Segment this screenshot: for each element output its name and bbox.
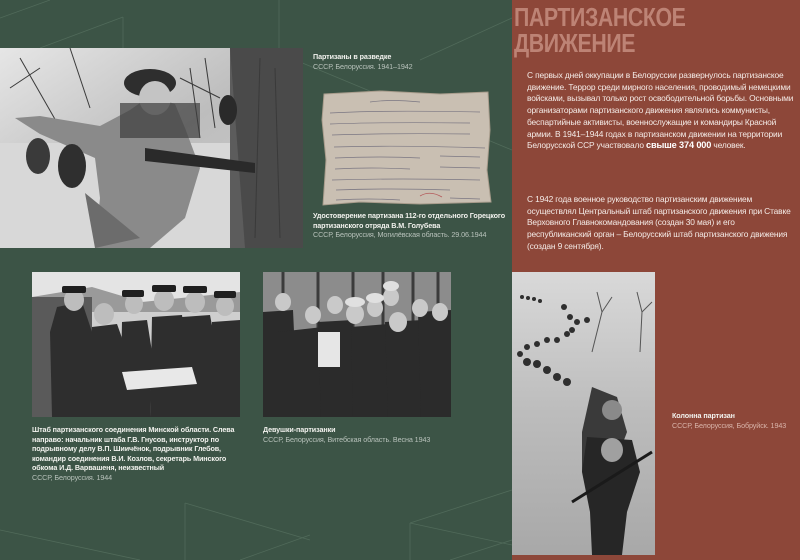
- intro-text-end: человек.: [711, 140, 746, 151]
- caption-partisan-column: [672, 411, 797, 430]
- caption-meta: СССР, Белоруссия. 1941–1942: [313, 61, 413, 71]
- photo-girl-partisans: [263, 272, 451, 417]
- intro-paragraph-1: [527, 70, 797, 152]
- caption-title: Девушки-партизанки: [263, 425, 336, 434]
- photo-certificate-document: [320, 90, 492, 206]
- photo-headquarters: [32, 272, 240, 417]
- caption-meta: СССР, Белоруссия, Могилёвская область. 29.06.1944: [313, 230, 487, 240]
- intro-paragraph-2: [527, 194, 797, 253]
- caption-girl-partisans: [263, 425, 463, 444]
- title-line-1: ПАРТИЗАНСКОЕ: [514, 2, 686, 32]
- red-panel: [512, 0, 800, 560]
- caption-meta: СССР, Белоруссия, Бобруйск. 1943: [672, 420, 787, 430]
- caption-title: Штаб партизанского соединения Минской области. Слева направо: начальник штаба Г.В. Гнусов, инструктор по подрывному делу В.П. Шиичёнок, подрывник Глебов, командир соединения В.И. Козлов, секретарь Минского обкома И.Д. Варвашеня, неизвестный: [32, 425, 235, 473]
- caption-meta: СССР, Белоруссия, Витебская область. Весна 1943: [263, 434, 431, 444]
- intro-text-2: С 1942 года военное руководство партизанским движением осуществлял Центральный штаб партизанского движения при Ставке Верховного Главнокомандования (создан 30 мая) и его республиканский орган – Белорусский штаб партизанского движения (создан 9 сентября).: [527, 194, 791, 251]
- highlight-number: свыше 374 000: [646, 140, 712, 151]
- intro-text: С первых дней оккупации в Белоруссии развернулось партизанское движение. Террор среди мирного населения, проводимый немецкими войсками, вызывал только рост освободительной борьбы. Основными организаторами партизанского движения являлись коммунисты, беспартийные активисты, военнослужащие и командиры Красной армии. В 1941–1944 годах в партизанском движении на территории Белорусской ССР участвовало: [527, 70, 794, 151]
- caption-headquarters: [32, 425, 247, 483]
- caption-meta: СССР, Белоруссия. 1944: [32, 472, 113, 482]
- photo-reconnaissance: [0, 48, 303, 248]
- caption-reconnaissance: [313, 52, 503, 71]
- caption-title: Партизаны в разведке: [313, 52, 392, 61]
- photo-partisan-column: [512, 272, 655, 555]
- page-title: [514, 4, 685, 56]
- caption-certificate: [313, 211, 508, 240]
- caption-title: Колонна партизан: [672, 411, 735, 420]
- caption-title: Удостоверение партизана 112-го отдельного Горецкого партизанского отряда В.М. Голубева: [313, 211, 506, 230]
- title-line-2: ДВИЖЕНИЕ: [514, 28, 636, 58]
